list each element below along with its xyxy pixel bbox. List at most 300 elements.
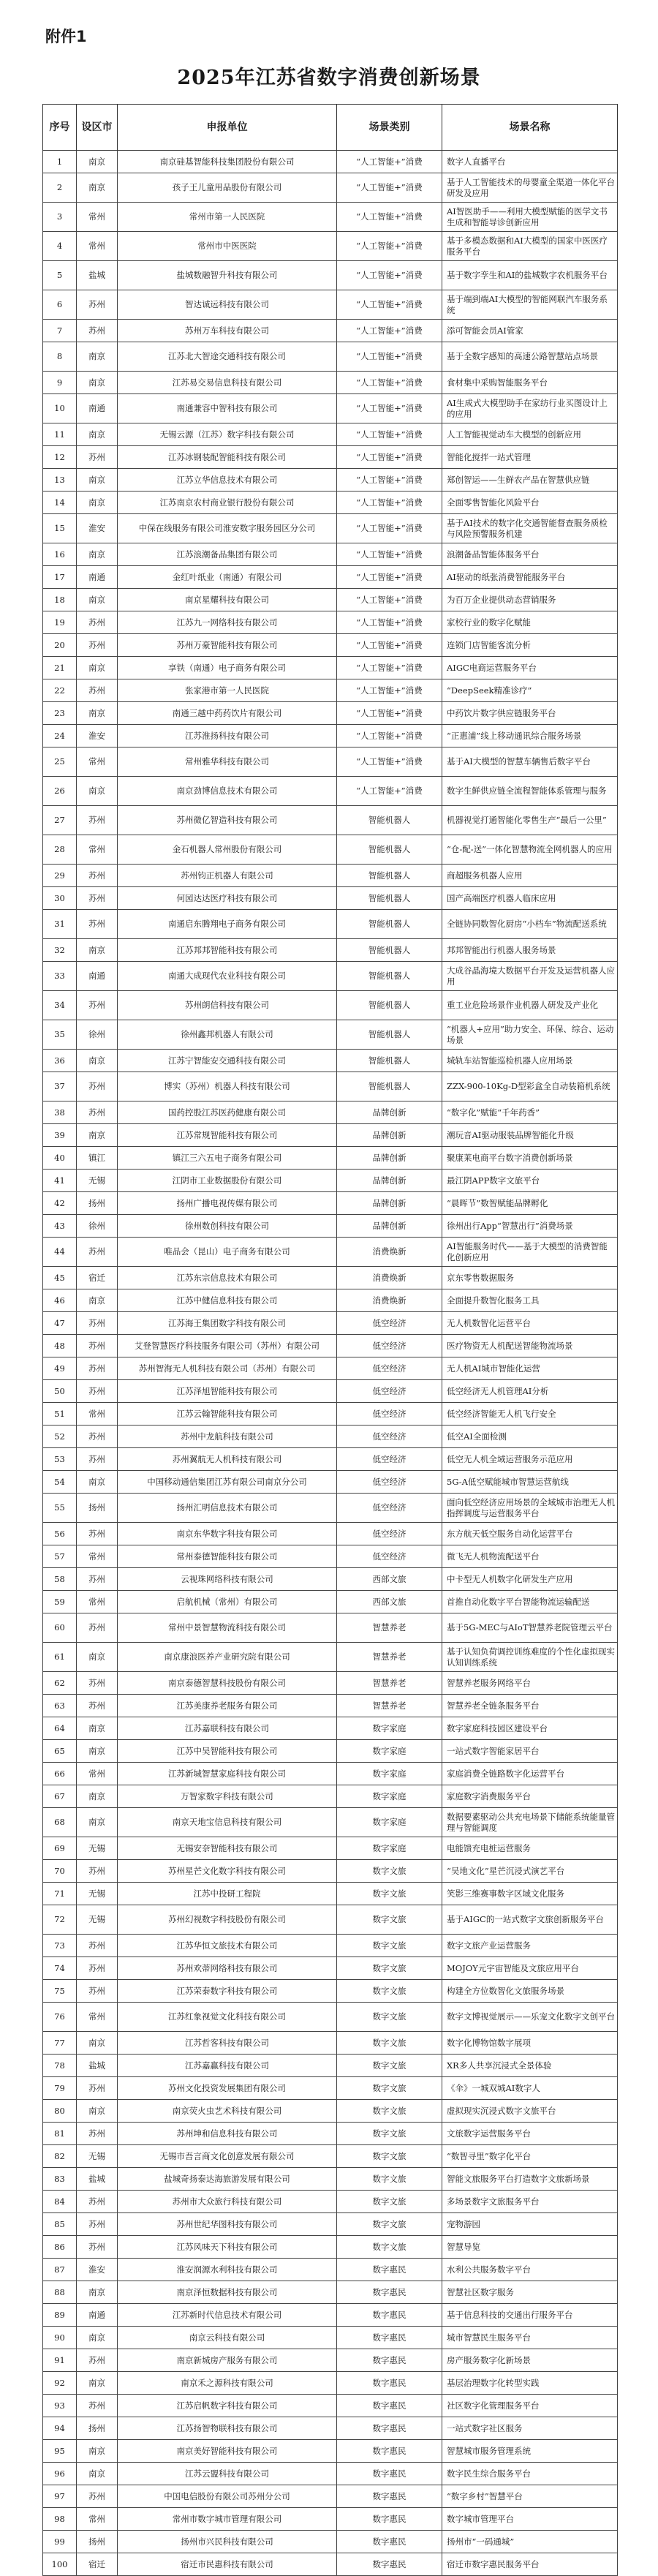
cell-index: 66 [43,1763,77,1785]
cell-category: 智能机器人 [337,1020,442,1050]
cell-category: 数字惠民 [337,2349,442,2372]
cell-category: 智慧养老 [337,1695,442,1717]
cell-unit: 江阴市工业数据股份有限公司 [118,1170,337,1192]
cell-index: 77 [43,2032,77,2055]
cell-unit: 江苏嘉赢科技有限公司 [118,2055,337,2077]
header-index: 序号 [43,105,77,151]
cell-scene: 机器视觉打通智能化零售生产“最后一公里” [442,806,618,835]
cell-city: 常州 [77,1403,118,1426]
cell-index: 45 [43,1267,77,1289]
cell-city: 苏州 [77,1238,118,1267]
cell-scene: 邦邦智能出行机器人服务场景 [442,939,618,962]
cell-city: 苏州 [77,2395,118,2417]
cell-city: 常州 [77,1591,118,1613]
cell-category: 品牌创新 [337,1147,442,1170]
cell-unit: 南京泰德智慧科技股份有限公司 [118,1672,337,1695]
cell-city: 常州 [77,203,118,232]
cell-index: 67 [43,1785,77,1808]
cell-city: 苏州 [77,2349,118,2372]
cell-index: 53 [43,1448,77,1471]
cell-category: “人工智能+”消费 [337,543,442,566]
cell-city: 南京 [77,1740,118,1763]
cell-category: 品牌创新 [337,1170,442,1192]
cell-index: 78 [43,2055,77,2077]
cell-unit: 苏州中龙航科技有限公司 [118,1426,337,1448]
cell-index: 40 [43,1147,77,1170]
cell-category: “人工智能+”消费 [337,611,442,634]
cell-index: 75 [43,1980,77,2003]
table-row [43,1763,618,1785]
cell-unit: 江苏荣泰数字科技有限公司 [118,1980,337,2003]
cell-category: “人工智能+”消费 [337,469,442,492]
table-row [43,2123,618,2145]
cell-city: 南通 [77,962,118,991]
cell-unit: 江苏嘉联科技有限公司 [118,1717,337,1740]
table-row [43,1808,618,1837]
cell-index: 25 [43,747,77,777]
cell-scene: 数字民生综合服务平台 [442,2463,618,2485]
cell-unit: 南京禾之源科技有限公司 [118,2372,337,2395]
attachment-label: 附件1 [45,28,87,45]
cell-scene: “DeepSeek精准诊疗” [442,679,618,702]
cell-scene: 基于AI技术的数字化交通智能督查服务质检与风险预警服务机建 [442,514,618,543]
cell-scene: 智慧社区数字服务 [442,2281,618,2304]
cell-city: 苏州 [77,1613,118,1643]
table-row [43,1426,618,1448]
cell-index: 43 [43,1215,77,1238]
cell-category: 低空经济 [337,1380,442,1403]
cell-category: 品牌创新 [337,1215,442,1238]
cell-category: 低空经济 [337,1471,442,1494]
table-row [43,747,618,777]
cell-unit: 徐州鑫邦机器人有限公司 [118,1020,337,1050]
cell-category: 数字文旅 [337,2032,442,2055]
cell-index: 59 [43,1591,77,1613]
cell-index: 32 [43,939,77,962]
cell-scene: AI智医助手——利用大模型赋能的医学文书生成和智能导诊创新应用 [442,203,618,232]
cell-index: 36 [43,1050,77,1072]
cell-index: 38 [43,1101,77,1124]
cell-city: 苏州 [77,1312,118,1335]
cell-scene: XR多人共享沉浸式全景体验 [442,2055,618,2077]
cell-scene: 智慧城市服务管理系统 [442,2440,618,2463]
cell-scene: 人工智能视觉动车大模型的创新应用 [442,423,618,446]
cell-category: 数字文旅 [337,2145,442,2168]
table-row [43,1147,618,1170]
table-row [43,469,618,492]
table-row [43,679,618,702]
table-row [43,1380,618,1403]
cell-unit: 苏州朗信科技有限公司 [118,991,337,1020]
cell-index: 2 [43,173,77,203]
cell-scene: 低空经济智能无人机飞行安全 [442,1403,618,1426]
cell-city: 南京 [77,657,118,679]
cell-scene: “数智寻里”数字化平台 [442,2145,618,2168]
cell-unit: 江苏立华信息技术有限公司 [118,469,337,492]
cell-unit: 艾登智慧医疗科技服务有限公司（苏州）有限公司 [118,1335,337,1357]
table-row [43,725,618,747]
table-row [43,290,618,320]
cell-scene: 基于信息科技的交通出行服务平台 [442,2304,618,2327]
cell-unit: 江苏冰钢装配智能科技有限公司 [118,446,337,469]
table-row [43,566,618,589]
cell-city: 苏州 [77,2123,118,2145]
cell-city: 南京 [77,1643,118,1672]
cell-category: 低空经济 [337,1545,442,1568]
cell-category: 品牌创新 [337,1101,442,1124]
table-row [43,2145,618,2168]
cell-city: 南京 [77,2100,118,2123]
table-row [43,2003,618,2032]
cell-category: 低空经济 [337,1523,442,1545]
cell-unit: 扬州市兴民科技有限公司 [118,2531,337,2553]
cell-category: 数字家庭 [337,1837,442,1860]
cell-category: “人工智能+”消费 [337,372,442,394]
cell-scene: 基层治理数字化转型实践 [442,2372,618,2395]
cell-unit: 江苏云盟科技有限公司 [118,2463,337,2485]
cell-unit: 南京星耀科技有限公司 [118,589,337,611]
cell-scene: 水利公共服务数字平台 [442,2259,618,2281]
cell-unit: 江苏常规智能科技有限公司 [118,1124,337,1147]
cell-scene: 笑影三维赛事数字区域文化服务 [442,1883,618,1905]
cell-unit: 金石机器人常州股份有限公司 [118,835,337,865]
cell-scene: 城轨车站智能巡检机器人应用场景 [442,1050,618,1072]
cell-index: 88 [43,2281,77,2304]
cell-city: 淮安 [77,725,118,747]
cell-category: 低空经济 [337,1312,442,1335]
table-row [43,1883,618,1905]
cell-unit: 中保在线服务有限公司淮安数字服务园区分公司 [118,514,337,543]
cell-unit: 江苏中吴智能科技有限公司 [118,1740,337,1763]
cell-scene: 基于人工智能技术的母婴童全渠道一体化平台研发及应用 [442,173,618,203]
cell-city: 苏州 [77,991,118,1020]
cell-city: 徐州 [77,1020,118,1050]
cell-unit: 南通兼容中智科技有限公司 [118,394,337,423]
table-row [43,2077,618,2100]
cell-index: 24 [43,725,77,747]
table-row [43,1170,618,1192]
cell-scene: 家庭数字消费服务平台 [442,1785,618,1808]
header-row [43,105,618,151]
cell-city: 苏州 [77,2236,118,2259]
cell-index: 90 [43,2327,77,2349]
cell-index: 95 [43,2440,77,2463]
cell-city: 苏州 [77,2213,118,2236]
table-row [43,939,618,962]
table-row [43,372,618,394]
cell-scene: 首推自动化数字平台智能物流运输配送 [442,1591,618,1613]
cell-scene: 低空AI全面检测 [442,1426,618,1448]
cell-index: 22 [43,679,77,702]
cell-category: 数字家庭 [337,1740,442,1763]
cell-scene: “晨晖节”数智赋能品牌孵化 [442,1192,618,1215]
cell-category: “人工智能+”消费 [337,290,442,320]
table-body [43,151,618,2576]
cell-unit: 镇江三六五电子商务有限公司 [118,1147,337,1170]
cell-city: 南京 [77,342,118,372]
cell-scene: 为百万企业提供动态营销服务 [442,589,618,611]
cell-city: 南通 [77,566,118,589]
cell-scene: 商超服务机器人应用 [442,865,618,887]
cell-category: “人工智能+”消费 [337,589,442,611]
cell-index: 14 [43,492,77,514]
cell-category: 低空经济 [337,1448,442,1471]
cell-index: 9 [43,372,77,394]
cell-index: 57 [43,1545,77,1568]
cell-city: 南京 [77,2440,118,2463]
cell-unit: 智达诚远科技有限公司 [118,290,337,320]
table-row [43,1591,618,1613]
cell-index: 84 [43,2191,77,2213]
cell-city: 南京 [77,151,118,173]
cell-scene: 城市智慧民生服务平台 [442,2327,618,2349]
cell-scene: 食材集中采购智能服务平台 [442,372,618,394]
cell-category: “人工智能+”消费 [337,514,442,543]
cell-index: 85 [43,2213,77,2236]
cell-category: 数字文旅 [337,1883,442,1905]
table-row [43,2417,618,2440]
cell-scene: 基于5G-MEC与AIoT智慧养老院管理云平台 [442,1613,618,1643]
table-row [43,1289,618,1312]
table-row [43,835,618,865]
cell-unit: 江苏宁智能安交通科技有限公司 [118,1050,337,1072]
cell-city: 苏州 [77,446,118,469]
cell-category: 数字家庭 [337,1763,442,1785]
cell-unit: 苏州钧正机器人有限公司 [118,865,337,887]
cell-category: 智慧养老 [337,1672,442,1695]
cell-unit: 苏州翼航无人机科技有限公司 [118,1448,337,1471]
cell-index: 71 [43,1883,77,1905]
table-row [43,342,618,372]
cell-scene: 智慧养老服务网络平台 [442,1672,618,1695]
cell-scene: 最江阴APP数字文旅平台 [442,1170,618,1192]
cell-category: 数字文旅 [337,2055,442,2077]
cell-scene: 国产高端医疗机器人临床应用 [442,887,618,910]
cell-unit: 江苏美康养老服务有限公司 [118,1695,337,1717]
table-row [43,777,618,806]
cell-unit: 扬州广播电视传媒有限公司 [118,1192,337,1215]
cell-scene: 低空无人机全域运营服务示范应用 [442,1448,618,1471]
cell-index: 15 [43,514,77,543]
cell-scene: 《伞》一城双城AI数字人 [442,2077,618,2100]
cell-scene: 中药饮片数字供应链服务平台 [442,702,618,725]
cell-scene: 扬州市“一码通城” [442,2531,618,2553]
table-row [43,261,618,290]
cell-index: 20 [43,634,77,657]
header-category: 场景类别 [337,105,442,151]
cell-city: 扬州 [77,2417,118,2440]
cell-index: 64 [43,1717,77,1740]
cell-city: 南京 [77,1050,118,1072]
cell-unit: 江苏北大智途交通科技有限公司 [118,342,337,372]
cell-category: 消费焕新 [337,1238,442,1267]
cell-category: 数字文旅 [337,2191,442,2213]
cell-index: 44 [43,1238,77,1267]
cell-scene: 无人机数智化运营平台 [442,1312,618,1335]
cell-category: 智慧养老 [337,1613,442,1643]
table-row [43,1124,618,1147]
cell-category: “人工智能+”消费 [337,261,442,290]
cell-unit: 江苏红象视觉文化科技有限公司 [118,2003,337,2032]
cell-category: 数字文旅 [337,2123,442,2145]
table-row [43,1523,618,1545]
cell-scene: 数据要素驱动公共充电场景下储能系统能量管理与智能调度 [442,1808,618,1837]
cell-index: 28 [43,835,77,865]
cell-index: 37 [43,1072,77,1101]
cell-scene: 电能馈充电桩运营服务 [442,1837,618,1860]
table-row [43,232,618,261]
cell-scene: “机器人+应用”助力安全、环保、综合、运动场景 [442,1020,618,1050]
cell-unit: 云视珠网络科技有限公司 [118,1568,337,1591]
cell-index: 26 [43,777,77,806]
cell-unit: 启航机械（常州）有限公司 [118,1591,337,1613]
cell-scene: 家校行业的数字化赋能 [442,611,618,634]
table-row [43,1403,618,1426]
table-row [43,887,618,910]
cell-city: 无锡 [77,1837,118,1860]
cell-category: “人工智能+”消费 [337,394,442,423]
cell-index: 48 [43,1335,77,1357]
cell-scene: “数字乡村”智慧平台 [442,2485,618,2508]
cell-unit: 南京东华数字科技有限公司 [118,1523,337,1545]
table-row [43,1335,618,1357]
cell-unit: 苏州世纪华图科技有限公司 [118,2213,337,2236]
cell-city: 南京 [77,2463,118,2485]
cell-category: 数字文旅 [337,2236,442,2259]
table-row [43,1020,618,1050]
cell-scene: 宿迁市数字惠民服务平台 [442,2553,618,2576]
cell-city: 苏州 [77,1335,118,1357]
cell-index: 98 [43,2508,77,2531]
cell-city: 苏州 [77,1072,118,1101]
cell-city: 南京 [77,1289,118,1312]
cell-category: 数字文旅 [337,2168,442,2191]
table-row [43,2236,618,2259]
scenario-table [42,104,618,2576]
cell-scene: 全面提升数智化服务工具 [442,1289,618,1312]
cell-unit: 中国电信股份有限公司苏州分公司 [118,2485,337,2508]
cell-city: 苏州 [77,1448,118,1471]
cell-unit: 江苏云翰智能科技有限公司 [118,1403,337,1426]
cell-city: 常州 [77,747,118,777]
cell-index: 76 [43,2003,77,2032]
cell-scene: “数字化”赋能“千年药香” [442,1101,618,1124]
cell-scene: ZZX-900-10Kg-D型彩盒全自动装箱机系统 [442,1072,618,1101]
cell-scene: 一站式数字智能家居平台 [442,1740,618,1763]
header-city: 设区市 [77,105,118,151]
cell-unit: 江苏邦邦智能科技有限公司 [118,939,337,962]
table-row [43,320,618,342]
document-title: 2025年江苏省数字消费创新场景 [177,67,481,89]
cell-unit: 常州雅华科技有限公司 [118,747,337,777]
cell-scene: 聚康莱电商平台数字消费创新场景 [442,1147,618,1170]
table-row [43,1312,618,1335]
cell-category: 低空经济 [337,1357,442,1380]
cell-unit: 何园达达医疗科技有限公司 [118,887,337,910]
table-row [43,1643,618,1672]
cell-unit: 南京云科技有限公司 [118,2327,337,2349]
cell-category: 数字文旅 [337,1980,442,2003]
cell-category: “人工智能+”消费 [337,747,442,777]
table-row [43,151,618,173]
cell-index: 46 [43,1289,77,1312]
cell-city: 南京 [77,2032,118,2055]
cell-city: 常州 [77,2003,118,2032]
table-row [43,446,618,469]
cell-category: 数字惠民 [337,2372,442,2395]
cell-index: 65 [43,1740,77,1763]
cell-index: 55 [43,1494,77,1523]
table-row [43,1717,618,1740]
cell-city: 苏州 [77,320,118,342]
cell-scene: 微飞无人机物流配送平台 [442,1545,618,1568]
table-row [43,1471,618,1494]
cell-category: 智能机器人 [337,939,442,962]
cell-city: 无锡 [77,1905,118,1935]
cell-city: 苏州 [77,634,118,657]
cell-unit: 常州泰德智能科技有限公司 [118,1545,337,1568]
table-row [43,1192,618,1215]
cell-index: 8 [43,342,77,372]
cell-category: 西部文旅 [337,1591,442,1613]
cell-category: 数字文旅 [337,2100,442,2123]
cell-index: 60 [43,1613,77,1643]
cell-index: 23 [43,702,77,725]
cell-category: 数字文旅 [337,2077,442,2100]
cell-unit: 博实（苏州）机器人科技有限公司 [118,1072,337,1101]
cell-index: 86 [43,2236,77,2259]
cell-unit: 江苏泽旭智能科技有限公司 [118,1380,337,1403]
cell-unit: 江苏新城智慧家庭科技有限公司 [118,1763,337,1785]
cell-index: 19 [43,611,77,634]
table-row [43,543,618,566]
cell-index: 13 [43,469,77,492]
cell-city: 南京 [77,777,118,806]
cell-unit: 江苏易交易信息科技有限公司 [118,372,337,394]
cell-category: “人工智能+”消费 [337,203,442,232]
cell-unit: 苏州万车科技有限公司 [118,320,337,342]
table-row [43,806,618,835]
cell-index: 97 [43,2485,77,2508]
cell-category: 消费焕新 [337,1289,442,1312]
cell-scene: 无人机AI城市智能化运营 [442,1357,618,1380]
table-row [43,492,618,514]
cell-index: 63 [43,1695,77,1717]
cell-city: 盐城 [77,261,118,290]
table-row [43,1267,618,1289]
cell-index: 82 [43,2145,77,2168]
cell-city: 扬州 [77,1494,118,1523]
cell-unit: 苏州坤和信息科技有限公司 [118,2123,337,2145]
header-unit: 申报单位 [118,105,337,151]
table-row [43,2281,618,2304]
cell-scene: 智慧养老全链条服务平台 [442,1695,618,1717]
table-row [43,173,618,203]
cell-unit: 江苏扬智物联科技有限公司 [118,2417,337,2440]
cell-unit: 苏州欢蒂网络科技有限公司 [118,1957,337,1980]
cell-city: 南京 [77,492,118,514]
cell-category: 智能机器人 [337,1050,442,1072]
cell-scene: 基于多模态数据和AI大模型的国家中医医疗服务平台 [442,232,618,261]
cell-index: 91 [43,2349,77,2372]
cell-index: 29 [43,865,77,887]
cell-city: 苏州 [77,2077,118,2100]
cell-city: 南京 [77,1808,118,1837]
cell-category: “人工智能+”消费 [337,423,442,446]
cell-index: 12 [43,446,77,469]
cell-unit: 金红叶纸业（南通）有限公司 [118,566,337,589]
cell-category: 数字惠民 [337,2259,442,2281]
